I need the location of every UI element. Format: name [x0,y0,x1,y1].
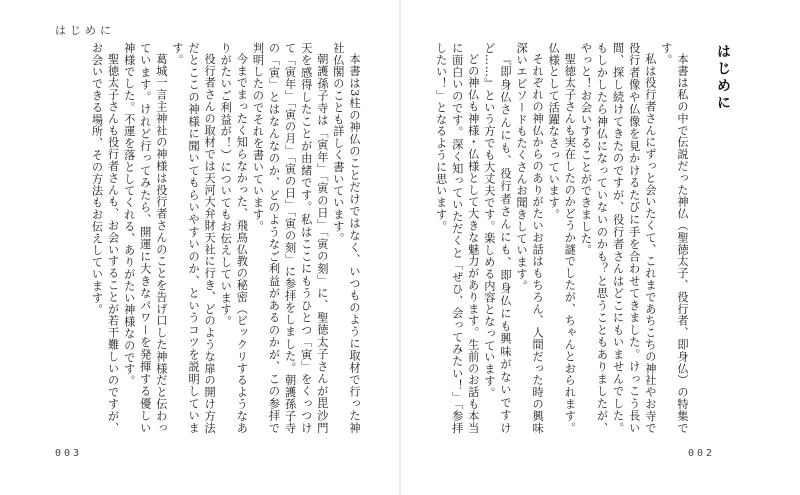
paragraph: 聖徳太子さんも実在したのかどうか謎でしたが、ちゃんとおられます。仏様として活躍なさっています。 [547,42,577,434]
chapter-title: はじめに [715,44,731,112]
paragraph: 聖徳太子さんも役行者さんも、お会いすることが若干難しいのですが、お会いできる場所、その方法もお伝えしています。 [90,42,120,434]
right-page [400,0,800,495]
page-number: 002 [688,448,716,459]
paragraph: 本書は3柱の神仏のことだけではなく、いつものように取材で行った神社仏閣のことも詳しく書いています。 [331,42,361,434]
paragraph: 朝護孫子寺は「寅年」「寅の日」「寅の刻」に、聖徳太子さんが毘沙門天を感得したことが由緒です。私はここにもうひとつ「寅」をくっつけて「寅年」「寅の月」「寅の日」「寅の刻」に参拝をしました。朝護孫子寺の「寅」とはなんなのか、どのようなご利益があるのかが、この参拝で判明したのでそれを書いています。 [251,42,329,434]
paragraph: それぞれの神仏からのありがたいお話はもちろん、人間だった時の興味深いエピソードもたくさんお聞きしています。 [515,42,545,434]
paragraph: 私は役行者さんにずっと会いたくて、これまであちこちの神社やお寺で役行者像や仏像を見かけるたびに手を合わせてきました。けっこう長い間、探し続けてきたのですが、役行者さんはどこにもいませんでした。もしかしたら神仏になっていないのかも？と思うこともありましたが、やっと！お会いすることができました。 [579,42,657,434]
paragraph: 今までまったく知らなかった、飛鳥仏教の秘密（ビックリするようなありがたいご利益が！）についてもお伝えしています。 [219,42,249,434]
paragraph: 本書は私の中で伝説だった神仏（聖徳太子、役行者、即身仏）の特集です。 [659,42,689,434]
right-page-body [428,42,690,434]
paragraph: 『即身仏さんにも、役行者さんにも、即身仏にも興味がないですけど……』という方でも大丈夫です。楽しめる内容となっています。 [482,42,512,434]
paragraph: 葛城一言主神社の神様は役行者さんのことを告げ口した神様だと伝わっています。けれど行ってみたら、開運に大きなパワーを発揮する優しい神様でした。不運を落としてくれる、ありがたい神様なのです。 [122,42,168,434]
running-head: はじめに [55,24,115,37]
paragraph: どの神仏も神様・仏様として大きな魅力があります。生前のお話も本当に面白いのです。深く知っていただくと「ぜひ、会ってみたい！」「参拝したい！」となるように思います。 [434,42,480,434]
paragraph: 役行者さんの取材では天河大弁財天社に行き、どのような扉の開け方法だとここの神様に聞いてもらいやすいのか、というコツを説明しています。 [170,42,217,434]
left-page-body [78,42,362,434]
page-number: 003 [55,448,83,459]
